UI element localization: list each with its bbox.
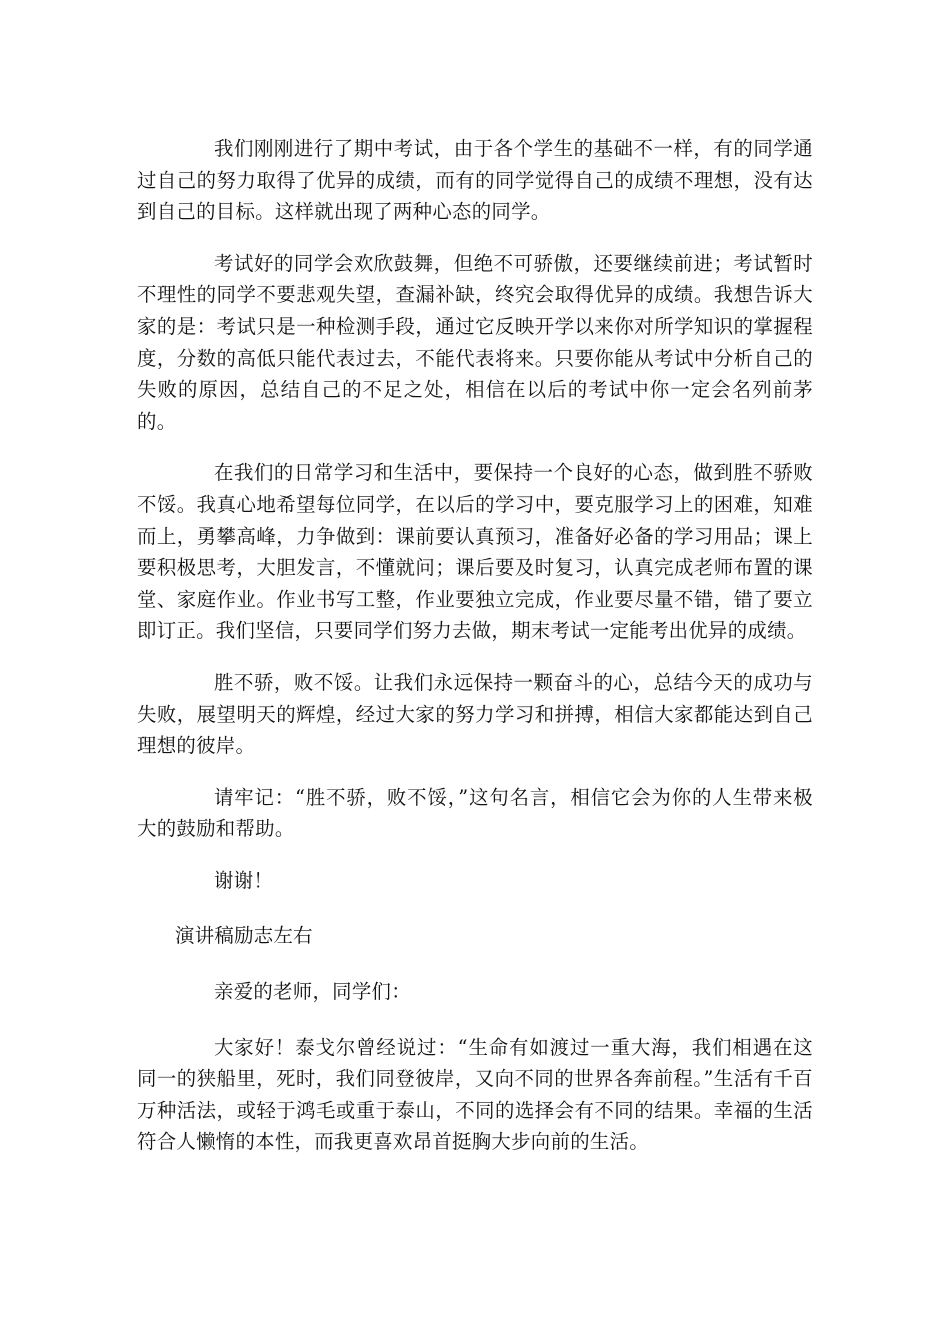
paragraph-remember-quote: 请牢记：“胜不骄，败不馁，”这句名言，相信它会为你的人生带来极大的鼓励和帮助。 (137, 785, 813, 841)
paragraph-exam-intro: 我们刚刚进行了期中考试，由于各个学生的基础不一样，有的同学通过自己的努力取得了优异的成绩，而有的同学觉得自己的成绩不理想，没有达到自己的目标。这样就出现了两种心态的同学。 (137, 137, 813, 224)
section-title: 演讲稿励志左右 (175, 924, 313, 948)
paragraph-thanks: 谢谢！ (214, 868, 274, 892)
paragraph-study-advice: 在我们的日常学习和生活中，要保持一个良好的心态，做到胜不骄败不馁。我真心地希望每位同学，在以后的学习中，要克服学习上的困难，知难而上，勇攀高峰，力争做到：课前要认真预习，准备好必备的学习用品；课上要积极思考，大胆发言，不懂就问；课后要及时复习，认真完成老师布置的课堂、家庭作业。作业书写工整，作业要独立完成，作业要尽量不错，错了要立即订正。我们坚信，只要同学们努力去做，期末考试一定能考出优异的成绩。 (137, 461, 813, 643)
document-body (137, 133, 813, 1178)
paragraph-motivation: 胜不骄，败不馁。让我们永远保持一颗奋斗的心，总结今天的成功与失败，展望明天的辉煌，经过大家的努力学习和拼搏，相信大家都能达到自己理想的彼岸。 (137, 670, 813, 758)
greeting-line: 亲爱的老师，同学们： (214, 980, 411, 1004)
paragraph-tagore-quote: 大家好！泰戈尔曾经说过：“生命有如渡过一重大海，我们相遇在这同一的狭船里，死时，我们同登彼岸，又向不同的世界各奔前程。”生活有千百万种活法，或轻于鸿毛或重于泰山，不同的选择会有不同的结果。幸福的生活符合人懒惰的本性，而我更喜欢昂首挺胸大步向前的生活。 (137, 1035, 813, 1154)
paragraph-exam-attitude: 考试好的同学会欢欣鼓舞，但绝不可骄傲，还要继续前进；考试暂时不理性的同学不要悲观失望，查漏补缺，终究会取得优异的成绩。我想告诉大家的是：考试只是一种检测手段，通过它反映开学以来你对所学知识的掌握程度，分数的高低只能代表过去，不能代表将来。只要你能从考试中分析自己的失败的原因，总结自己的不足之处，相信在以后的考试中你一定会名列前茅的。 (137, 251, 813, 433)
